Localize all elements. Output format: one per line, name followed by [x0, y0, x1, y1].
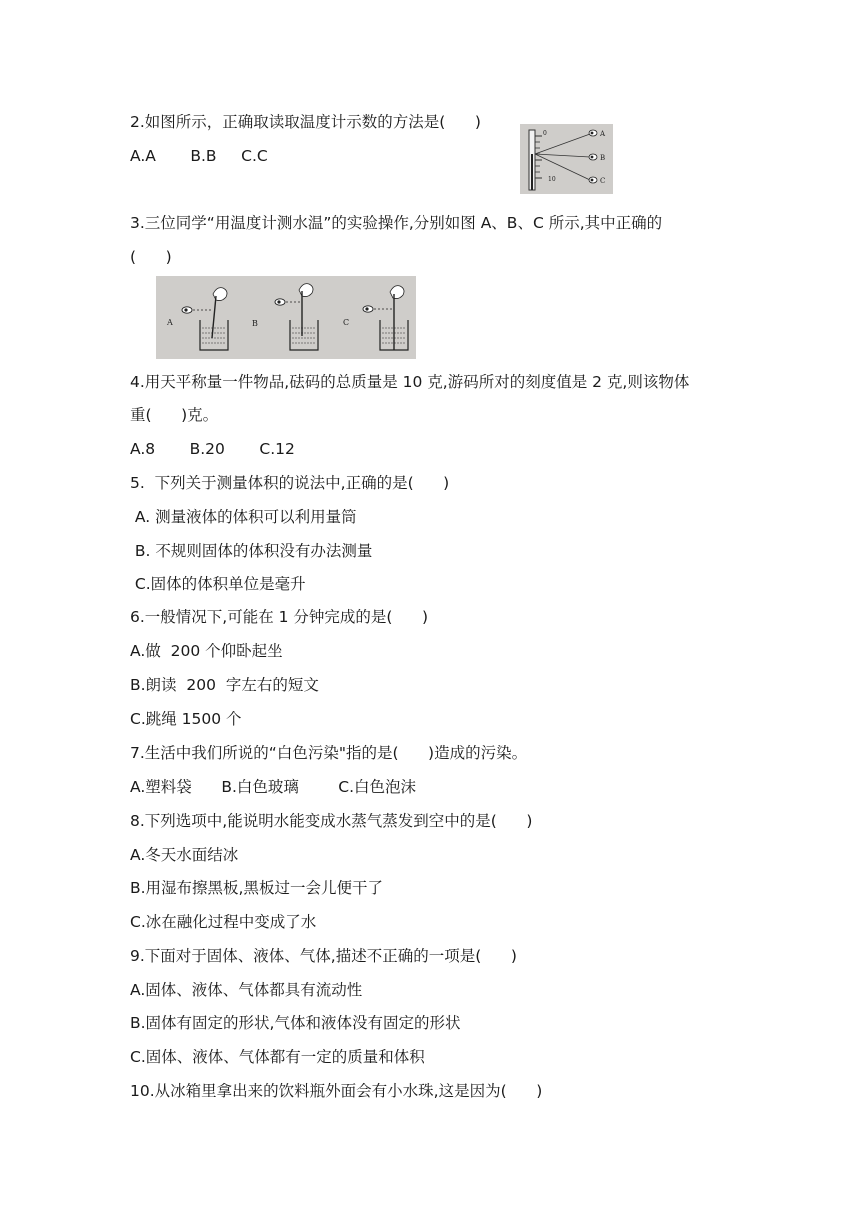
- question-7-stem: 7.生活中我们所说的“白色污染"指的是( )造成的污染。: [130, 744, 528, 762]
- beaker-thermometer-figure: [156, 276, 416, 359]
- eye-icon: [589, 130, 597, 136]
- question-8-option-a: A.冬天水面结冰: [130, 846, 239, 864]
- question-2-options: A.A B.B C.C: [130, 147, 268, 165]
- question-9-option-b: B.固体有固定的形状,气体和液体没有固定的形状: [130, 1014, 461, 1032]
- thermometer-scale-top: 0: [543, 130, 547, 137]
- question-6-option-c: C.跳绳 1500 个: [130, 710, 242, 728]
- question-7-options: A.塑料袋 B.白色玻璃 C.白色泡沫: [130, 778, 417, 796]
- question-2-stem: 2.如图所示，正确取读取温度计示数的方法是( ): [130, 113, 481, 131]
- question-6-stem: 6.一般情况下,可能在 1 分钟完成的是( ): [130, 608, 429, 626]
- beaker-label-b: B: [252, 319, 258, 328]
- eye-label-a: A: [600, 130, 606, 138]
- thermometer-reading-figure: [520, 124, 613, 194]
- question-5-option-c: C.固体的体积单位是毫升: [130, 575, 306, 593]
- question-9-option-a: A.固体、液体、气体都具有流动性: [130, 981, 363, 999]
- question-9-stem: 9.下面对于固体、液体、气体,描述不正确的一项是( ): [130, 947, 517, 965]
- beaker-label-a: A: [167, 318, 173, 327]
- question-8-option-c: C.冰在融化过程中变成了水: [130, 913, 317, 931]
- question-5-option-b: B. 不规则固体的体积没有办法测量: [130, 542, 373, 560]
- thermometer-scale-bottom: 10: [548, 176, 556, 183]
- question-5-stem: 5. 下列关于测量体积的说法中,正确的是( ): [130, 474, 450, 492]
- beaker-icon: [290, 320, 318, 350]
- eye-icon: [275, 299, 285, 305]
- question-9-option-c: C.固体、液体、气体都有一定的质量和体积: [130, 1048, 425, 1066]
- beaker-icon: [200, 320, 228, 350]
- question-3-stem: 3.三位同学“用温度计测水温”的实验操作,分别如图 A、B、C 所示,其中正确的: [130, 214, 663, 232]
- hand-icon: [390, 286, 404, 299]
- eye-icon: [182, 307, 192, 313]
- question-8-option-b: B.用湿布擦黑板,黑板过一会儿便干了: [130, 879, 383, 897]
- beaker-label-c: C: [343, 318, 350, 327]
- eye-icon: [363, 306, 373, 312]
- eye-icon: [589, 154, 597, 160]
- eye-label-c: C: [600, 177, 606, 185]
- eye-icon: [589, 177, 597, 183]
- eye-label-b: B: [600, 154, 606, 162]
- question-6-option-b: B.朗读 200 字左右的短文: [130, 676, 319, 694]
- question-5-option-a: A. 测量液体的体积可以利用量筒: [130, 508, 357, 526]
- question-6-option-a: A.做 200 个仰卧起坐: [130, 642, 283, 660]
- question-8-stem: 8.下列选项中,能说明水能变成水蒸气蒸发到空中的是( ): [130, 812, 533, 830]
- question-4-options: A.8 B.20 C.12: [130, 440, 295, 458]
- question-4-stem: 4.用天平称量一件物品,砝码的总质量是 10 克,游码所对的刻度值是 2 克,则该物体: [130, 373, 690, 391]
- question-4-stem-cont: 重( )克。: [130, 406, 219, 424]
- hand-icon: [299, 284, 313, 297]
- question-3-answer-blank: ( ): [130, 248, 172, 266]
- question-10-stem: 10.从冰箱里拿出来的饮料瓶外面会有小水珠,这是因为( ): [130, 1082, 543, 1100]
